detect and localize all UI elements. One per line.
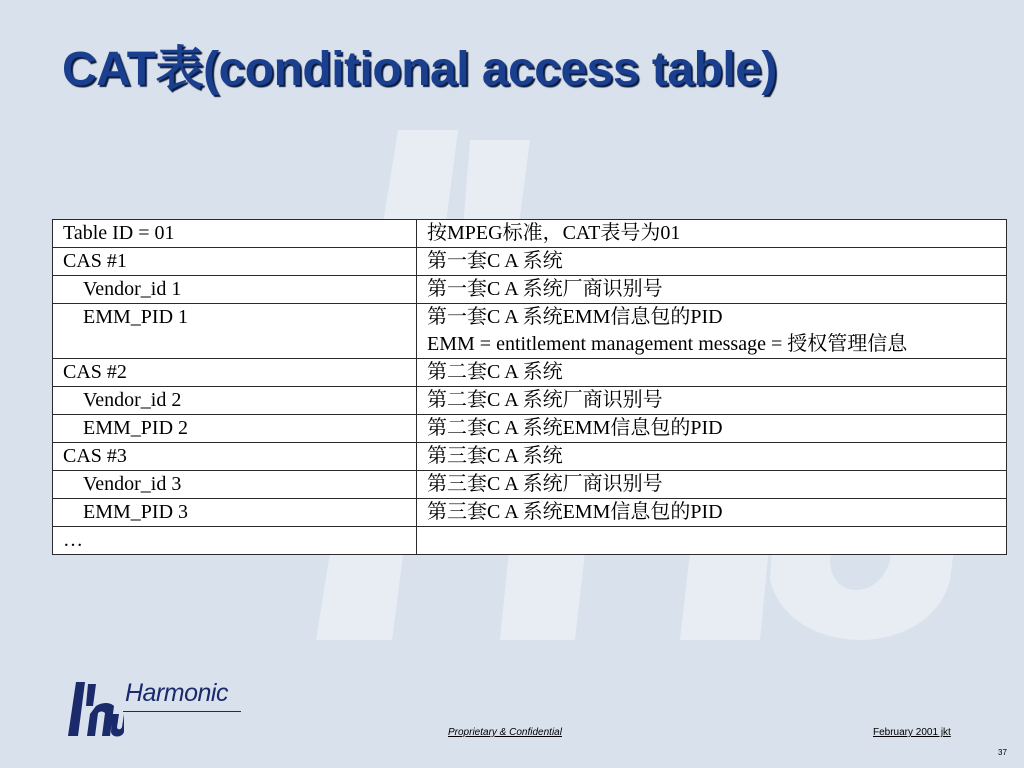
table-row	[53, 359, 1007, 387]
description-line: 第二套C A 系统EMM信息包的PID	[427, 417, 723, 439]
description-line: 第三套C A 系统	[427, 445, 563, 467]
field-description-cell	[417, 499, 1007, 527]
description-line: EMM = entitlement management message = 授权管理信息	[427, 333, 908, 355]
slide-title: CAT表(conditional access table)	[62, 43, 777, 96]
description-line: 第三套C A 系统厂商识别号	[427, 473, 663, 495]
cat-table	[52, 219, 1007, 555]
table-row	[53, 471, 1007, 499]
field-name-cell: Table ID = 01	[53, 220, 417, 248]
field-name-cell: …	[53, 527, 417, 555]
confidential-notice: Proprietary & Confidential	[448, 727, 562, 738]
field-name-cell: Vendor_id 2	[53, 387, 417, 415]
table-row	[53, 443, 1007, 471]
table-row	[53, 220, 1007, 248]
field-description-cell	[417, 471, 1007, 499]
field-name-cell: EMM_PID 1	[53, 304, 417, 359]
brand-name: Harmonic	[125, 679, 228, 707]
field-name-cell: Vendor_id 3	[53, 471, 417, 499]
table-row	[53, 527, 1007, 555]
field-description-cell	[417, 304, 1007, 359]
table-row	[53, 415, 1007, 443]
description-line: 第二套C A 系统	[427, 361, 563, 383]
field-description-cell	[417, 443, 1007, 471]
description-line: 第二套C A 系统厂商识别号	[427, 389, 663, 411]
description-line: 第一套C A 系统EMM信息包的PID	[427, 306, 723, 328]
page-number: 37	[998, 748, 1007, 757]
field-description-cell	[417, 276, 1007, 304]
field-description-cell	[417, 527, 1007, 555]
field-name-cell: CAS #2	[53, 359, 417, 387]
field-description-cell	[417, 248, 1007, 276]
field-description-cell	[417, 220, 1007, 248]
description-line: 第三套C A 系统EMM信息包的PID	[427, 501, 723, 523]
table-row	[53, 304, 1007, 359]
description-line: 第一套C A 系统厂商识别号	[427, 278, 663, 300]
field-name-cell: CAS #1	[53, 248, 417, 276]
field-name-cell: Vendor_id 1	[53, 276, 417, 304]
description-line: 第一套C A 系统	[427, 250, 563, 272]
field-description-cell	[417, 359, 1007, 387]
table-row	[53, 276, 1007, 304]
harmonic-logo-icon	[68, 680, 124, 738]
field-description-cell	[417, 387, 1007, 415]
field-name-cell: CAS #3	[53, 443, 417, 471]
table-row	[53, 387, 1007, 415]
field-description-cell	[417, 415, 1007, 443]
description-line: 按MPEG标准，CAT表号为01	[427, 222, 681, 244]
field-name-cell: EMM_PID 2	[53, 415, 417, 443]
brand-underline	[123, 711, 241, 712]
table-row	[53, 248, 1007, 276]
table-row	[53, 499, 1007, 527]
field-name-cell: EMM_PID 3	[53, 499, 417, 527]
footer-date: February 2001 jkt	[873, 727, 951, 738]
